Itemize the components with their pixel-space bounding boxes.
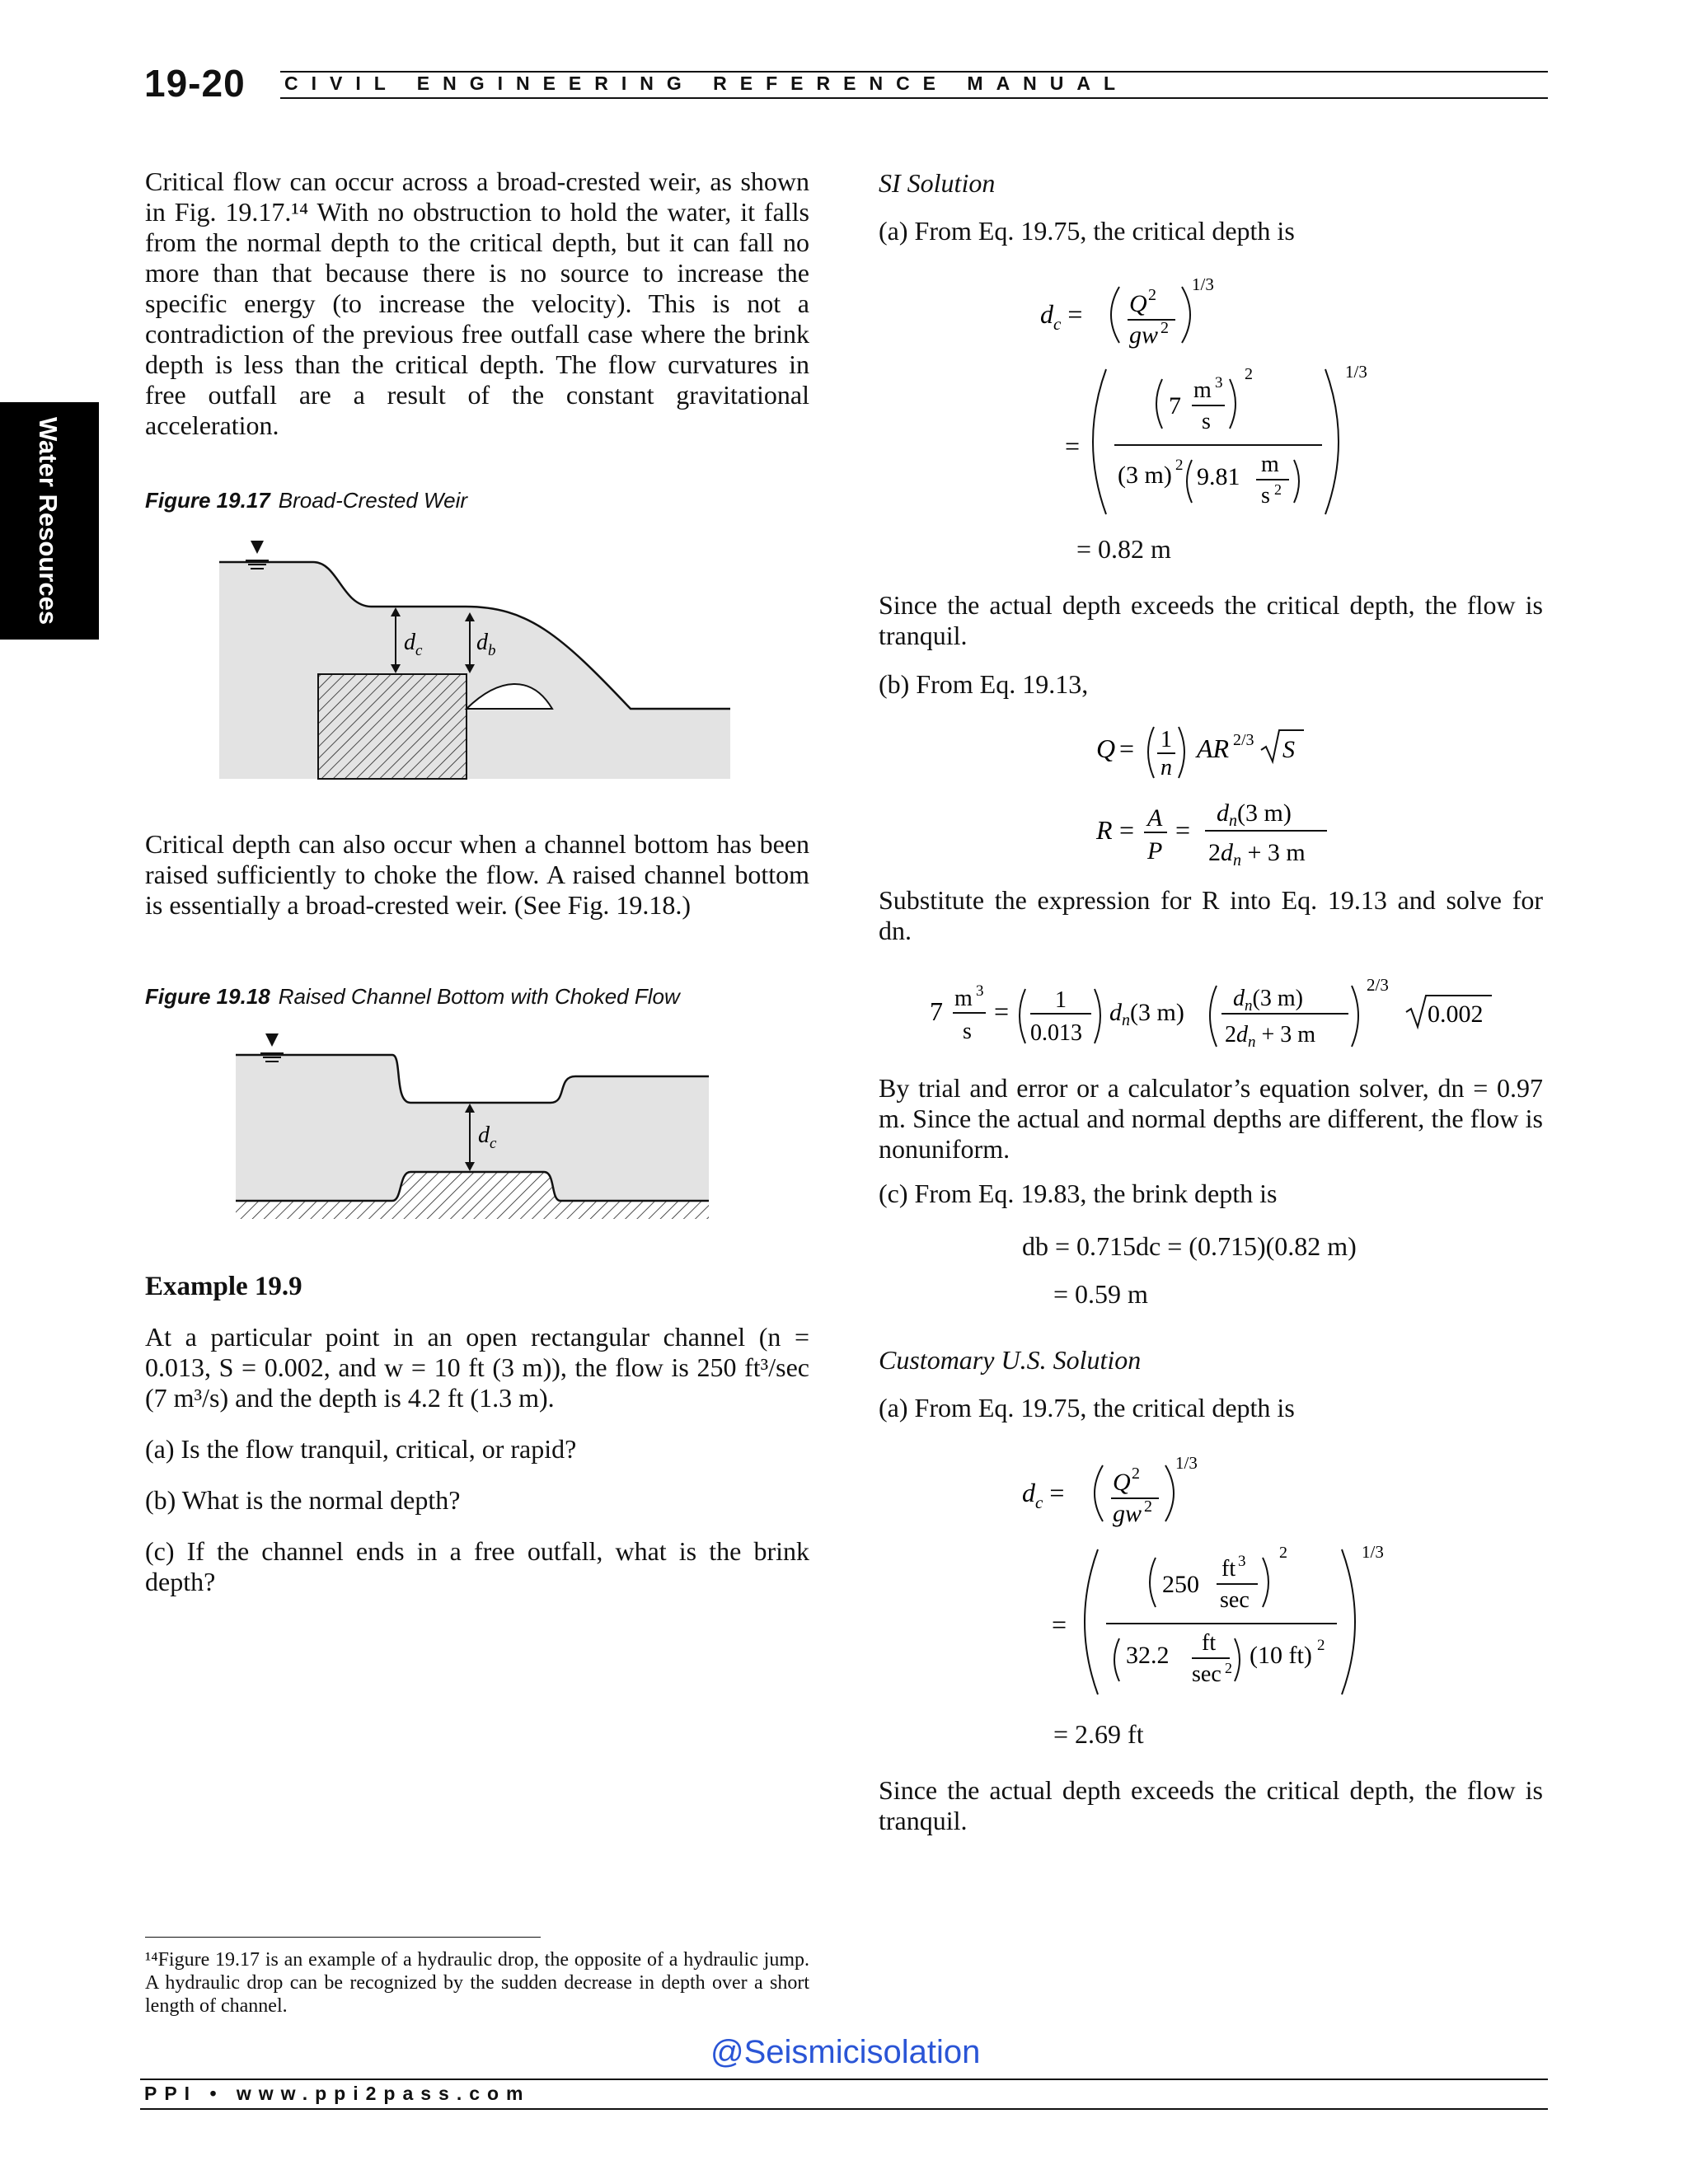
footer-rule-bottom <box>140 2108 1548 2110</box>
svg-text:7: 7 <box>930 996 943 1026</box>
si-part-a-intro: (a) From Eq. 19.75, the critical depth is <box>879 216 1295 246</box>
paragraph-weir-critical-flow: Critical flow can occur across a broad-crested weir, as shown in Fig. 19.17.¹⁴ With no obstruction to hold the water, it falls from the normal depth to the critical depth, but it can fall no more than that because there is no source to increase the specific energy (to increase the velocity). This is not a contradiction of the previous free outfall case where the brink depth is less than the critical depth. The flow curvatures in free outfall are a result of the constant gravitational acceleration. <box>145 166 809 440</box>
svg-text:m: m <box>1193 377 1212 403</box>
running-title: CIVIL ENGINEERING REFERENCE MANUAL <box>284 73 1129 94</box>
footnote-rule <box>145 1937 541 1938</box>
svg-text:2/3: 2/3 <box>1367 975 1389 995</box>
svg-text:P: P <box>1147 837 1163 865</box>
example-statement: At a particular point in an open rectangular channel (n = 0.013, S = 0.002, and w = 10 ft (3 m)), the flow is 250 ft³/sec (7 m³/s) and the depth is 4.2 ft (1.3 m). <box>145 1322 809 1413</box>
weir-block <box>318 674 467 779</box>
svg-text:250: 250 <box>1162 1571 1199 1598</box>
svg-text:=: = <box>1119 815 1135 845</box>
us-part-a-conclusion: Since the actual depth exceeds the critical depth, the flow is tranquil. <box>879 1775 1543 1835</box>
us-critical-depth-equation <box>1006 1441 1418 1713</box>
svg-text:2dn + 3 m: $2d_n + 3$ m <box>1208 839 1306 869</box>
svg-text:1/3: 1/3 <box>1362 1542 1384 1562</box>
svg-text:s: s <box>963 1019 972 1044</box>
svg-text:AR: AR <box>1197 733 1230 763</box>
svg-text:1/3: 1/3 <box>1192 274 1214 294</box>
svg-text:gw: gw <box>1113 1500 1142 1527</box>
si-part-a-conclusion: Since the actual depth exceeds the critical depth, the flow is tranquil. <box>879 590 1543 650</box>
section-side-tab <box>0 402 99 640</box>
si-solution-heading: SI Solution <box>879 168 996 198</box>
weir-water-body <box>219 562 730 779</box>
svg-text:dc =: $d_c$ = <box>1040 299 1083 334</box>
svg-text:ft: ft <box>1202 1630 1217 1656</box>
si-critical-depth-equation <box>1022 264 1418 527</box>
side-tab-label: Water Resources <box>34 416 63 626</box>
svg-text:2: 2 <box>1175 457 1184 474</box>
si-manning-equations <box>1088 714 1385 870</box>
dc-label: $d_c$ <box>404 630 423 659</box>
us-part-a-intro: (a) From Eq. 19.75, the critical depth is <box>879 1393 1295 1422</box>
footer-rule-top <box>140 2079 1548 2080</box>
svg-text:dc =: $d_c$ = <box>1022 1478 1065 1512</box>
question-b: (b) What is the normal depth? <box>145 1485 461 1515</box>
svg-text:9.81: 9.81 <box>1197 463 1240 490</box>
svg-text:s: s <box>1202 409 1211 434</box>
water-surface-marker-icon <box>251 541 264 554</box>
svg-text:=: = <box>994 996 1010 1026</box>
figure-19-17-number: Figure 19.17 <box>145 488 270 513</box>
figure-19-18-caption <box>145 984 809 1010</box>
channel-bed-hatch <box>236 1201 709 1219</box>
si-brink-depth-line2: = 0.59 m <box>1053 1279 1148 1309</box>
svg-text:2: 2 <box>1317 1637 1325 1654</box>
db-label: $d_b$ <box>476 630 496 659</box>
si-critical-depth-result: = 0.82 m <box>1076 534 1171 564</box>
svg-text:2: 2 <box>1274 481 1282 498</box>
svg-text:1: 1 <box>1160 727 1172 752</box>
svg-text:sec: sec <box>1192 1661 1221 1687</box>
figure-19-17-caption <box>145 488 809 513</box>
svg-text:dn(3 m): $d_n(3$ m) <box>1109 999 1184 1029</box>
svg-text:dn(3 m): $d_n(3$ m) <box>1233 986 1303 1015</box>
svg-text:2/3: 2/3 <box>1233 731 1254 749</box>
svg-text:2: 2 <box>1148 286 1156 304</box>
footer-publisher-text: PPI • www.ppi2pass.com <box>144 2083 531 2104</box>
svg-text:dn(3 m): $d_n(3$ m) <box>1217 799 1292 830</box>
svg-text:=: = <box>1175 815 1191 845</box>
svg-text:m: m <box>1261 452 1279 477</box>
si-trial-error-text: By trial and error or a calculator’s equation solver, dn = 0.97 m. Since the actual and normal depths are different, the flow is nonuniform. <box>879 1073 1543 1164</box>
svg-text:s: s <box>1261 483 1270 509</box>
svg-text:ft: ft <box>1221 1556 1236 1582</box>
page-number: 19-20 <box>144 62 246 105</box>
figure-19-18-title: Raised Channel Bottom with Choked Flow <box>278 984 680 1009</box>
svg-text:Q: Q <box>1113 1469 1131 1496</box>
svg-text:0.013: 0.013 <box>1030 1020 1082 1046</box>
svg-text:Q: Q <box>1129 290 1147 317</box>
si-normal-depth-equation <box>915 961 1508 1060</box>
svg-text:3: 3 <box>1238 1553 1246 1570</box>
raised-bottom-hatch <box>392 1172 560 1201</box>
svg-text:m: m <box>954 986 973 1011</box>
svg-text:sec: sec <box>1220 1587 1250 1613</box>
svg-text:=: = <box>1065 431 1081 461</box>
svg-text:n: n <box>1160 755 1172 780</box>
footnote-14: ¹⁴Figure 19.17 is an example of a hydraulic drop, the opposite of a hydraulic jump. A hydraulic drop can be recognized by the sudden decrease in depth over a short length of channel. <box>145 1949 809 2017</box>
svg-text:(10 ft): (10 ft) <box>1250 1642 1312 1669</box>
watermark-text: @Seismicisolation <box>710 2034 981 2070</box>
svg-text:2: 2 <box>1132 1465 1140 1483</box>
svg-text:1: 1 <box>1055 987 1067 1013</box>
si-part-c-intro: (c) From Eq. 19.83, the brink depth is <box>879 1179 1278 1208</box>
question-a: (a) Is the flow tranquil, critical, or rapid? <box>145 1434 577 1464</box>
svg-text:0.002: 0.002 <box>1428 1001 1484 1028</box>
us-solution-heading: Customary U.S. Solution <box>879 1345 1142 1375</box>
svg-text:2: 2 <box>1225 1660 1232 1676</box>
svg-text:7: 7 <box>1169 392 1181 419</box>
dc-label: $d_c$ <box>478 1122 497 1152</box>
svg-text:1/3: 1/3 <box>1175 1453 1198 1473</box>
svg-text:3: 3 <box>976 982 984 1000</box>
figure-19-18-number: Figure 19.18 <box>145 984 270 1009</box>
svg-text:A: A <box>1147 804 1163 832</box>
figure-19-18-raised-channel-bottom <box>231 1030 725 1228</box>
header-rule-top <box>280 71 1548 73</box>
header-rule-bottom <box>280 97 1548 99</box>
svg-text:2: 2 <box>1279 1544 1287 1562</box>
svg-text:Q: Q <box>1096 733 1116 763</box>
question-c: (c) If the channel ends in a free outfall, what is the brink depth? <box>145 1536 809 1596</box>
svg-text:=: = <box>1052 1610 1067 1639</box>
svg-text:2: 2 <box>1245 365 1253 383</box>
si-brink-depth-line1: db = 0.715dc = (0.715)(0.82 m) <box>1022 1231 1357 1261</box>
figure-19-17-title: Broad-Crested Weir <box>278 488 467 513</box>
svg-text:3: 3 <box>1215 374 1223 391</box>
svg-text:32.2: 32.2 <box>1126 1642 1170 1669</box>
figure-19-17-broad-crested-weir <box>214 536 742 783</box>
us-critical-depth-result: = 2.69 ft <box>1053 1719 1144 1749</box>
svg-text:2dn + 3 m: $2d_n + 3$ m <box>1225 1022 1316 1051</box>
example-heading: Example 19.9 <box>145 1272 302 1301</box>
svg-text:gw: gw <box>1129 321 1159 349</box>
svg-text:(3 m): (3 m) <box>1118 462 1172 489</box>
water-surface-marker-icon <box>265 1033 279 1047</box>
si-part-b-substitute-text: Substitute the expression for R into Eq. 19.13 and solve for dn. <box>879 885 1543 945</box>
svg-text:1/3: 1/3 <box>1345 362 1367 382</box>
svg-text:2: 2 <box>1160 319 1169 337</box>
si-part-b-intro: (b) From Eq. 19.13, <box>879 669 1089 699</box>
svg-text:2: 2 <box>1144 1497 1152 1516</box>
svg-text:=: = <box>1119 733 1135 763</box>
paragraph-raised-bottom: Critical depth can also occur when a channel bottom has been raised sufficiently to choke the flow. A raised channel bottom is essentially a broad-crested weir. (See Fig. 19.18.) <box>145 829 809 920</box>
svg-text:R: R <box>1096 815 1113 845</box>
svg-text:S: S <box>1282 736 1295 763</box>
